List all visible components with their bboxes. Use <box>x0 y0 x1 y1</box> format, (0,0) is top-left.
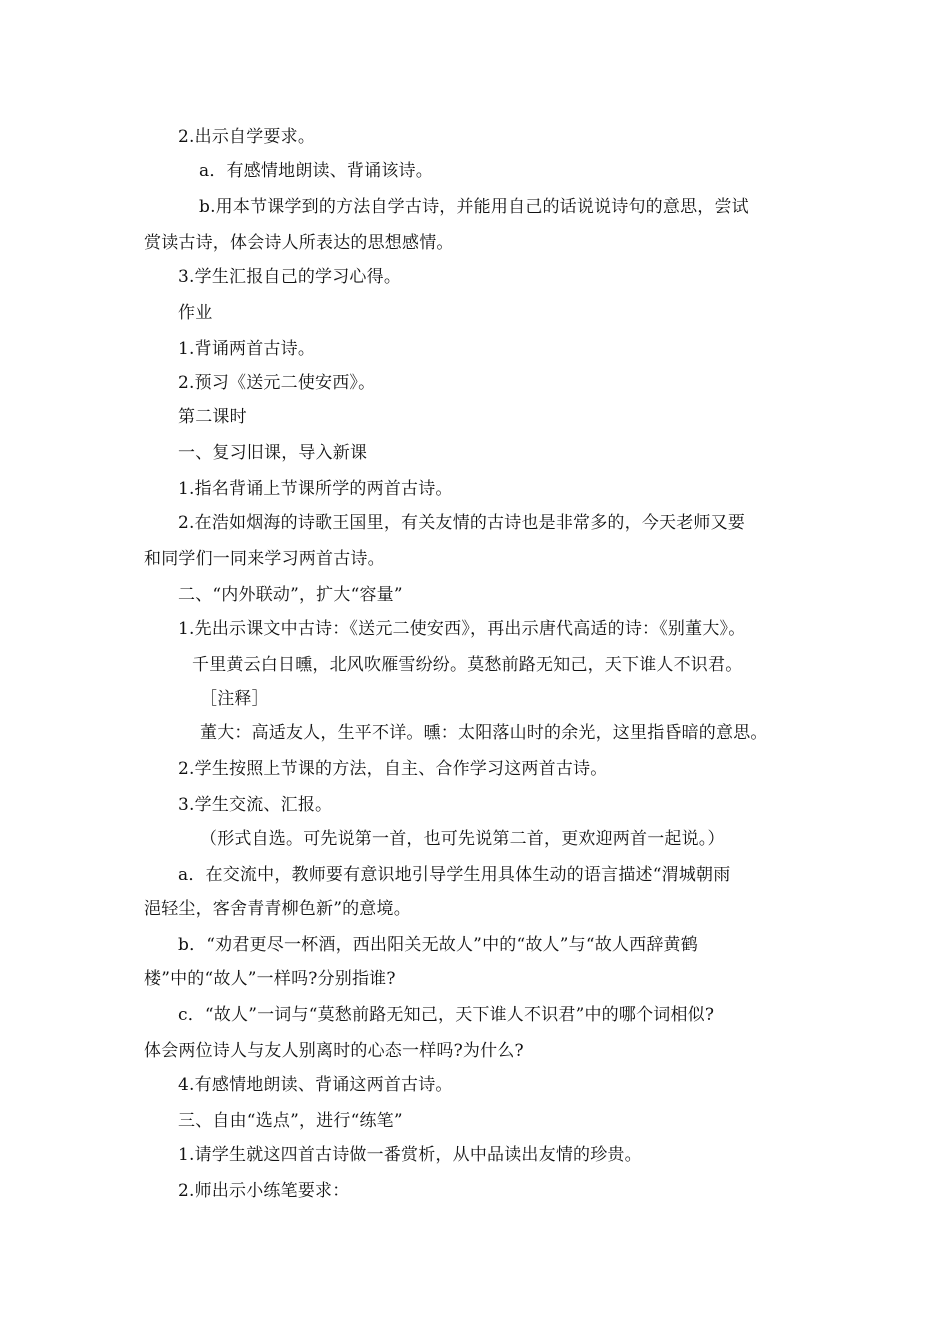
text-line: 2.学生按照上节课的方法，自主、合作学习这两首古诗。 <box>178 759 608 779</box>
text-line: 3.学生交流、汇报。 <box>178 795 333 815</box>
text-line: 赏读古诗，体会诗人所表达的思想感情。 <box>144 233 454 253</box>
section-heading: 一、复习旧课，导入新课 <box>178 443 368 463</box>
text-line: 2.师出示小练笔要求： <box>178 1181 350 1201</box>
text-line: 2.出示自学要求。 <box>178 127 316 147</box>
text-line: 体会两位诗人与友人别离时的心态一样吗?为什么? <box>144 1041 524 1061</box>
text-line: 和同学们一同来学习两首古诗。 <box>144 549 385 569</box>
section-heading: 二、“内外联动”，扩大“容量” <box>178 585 403 605</box>
text-line: a．有感情地朗读、背诵该诗。 <box>199 161 433 181</box>
text-line: 1.指名背诵上节课所学的两首古诗。 <box>178 479 453 499</box>
text-line: a．在交流中，教师要有意识地引导学生用具体生动的语言描述“渭城朝雨 <box>178 865 731 885</box>
section-heading: 第二课时 <box>178 407 247 427</box>
text-line: 3.学生汇报自己的学习心得。 <box>178 267 402 287</box>
annotation-text: 董大：高适友人，生平不详。曛：太阳落山时的余光，这里指昏暗的意思。 <box>200 723 768 743</box>
poem-text: 千里黄云白日曛，北风吹雁雪纷纷。莫愁前路无知己，天下谁人不识君。 <box>192 655 743 675</box>
text-line: 1.背诵两首古诗。 <box>178 339 316 359</box>
text-line: 1.先出示课文中古诗：《送元二使安西》，再出示唐代高适的诗：《别董大》。 <box>178 619 746 639</box>
text-line: b．“劝君更尽一杯酒，西出阳关无故人”中的“故人”与“故人西辞黄鹤 <box>178 935 698 955</box>
text-line: 浥轻尘，客舍青青柳色新”的意境。 <box>144 899 411 919</box>
text-line: 1.请学生就这四首古诗做一番赏析，从中品读出友情的珍贵。 <box>178 1145 642 1165</box>
text-line: 2.在浩如烟海的诗歌王国里，有关友情的古诗也是非常多的，今天老师又要 <box>178 513 746 533</box>
section-heading: 三、自由“选点”，进行“练笔” <box>178 1111 403 1131</box>
text-line: 2.预习《送元二使安西》。 <box>178 373 376 393</box>
text-line: 楼”中的“故人”一样吗?分别指谁? <box>144 969 396 989</box>
section-heading: 作业 <box>178 303 213 323</box>
annotation-label: ［注释］ <box>200 689 269 709</box>
text-line: c．“故人”一词与“莫愁前路无知己，天下谁人不识君”中的哪个词相似? <box>178 1005 715 1025</box>
text-line: b.用本节课学到的方法自学古诗，并能用自己的话说说诗句的意思，尝试 <box>199 197 749 217</box>
text-line: （形式自选。可先说第一首，也可先说第二首，更欢迎两首一起说。） <box>200 829 725 849</box>
text-line: 4.有感情地朗读、背诵这两首古诗。 <box>178 1075 453 1095</box>
